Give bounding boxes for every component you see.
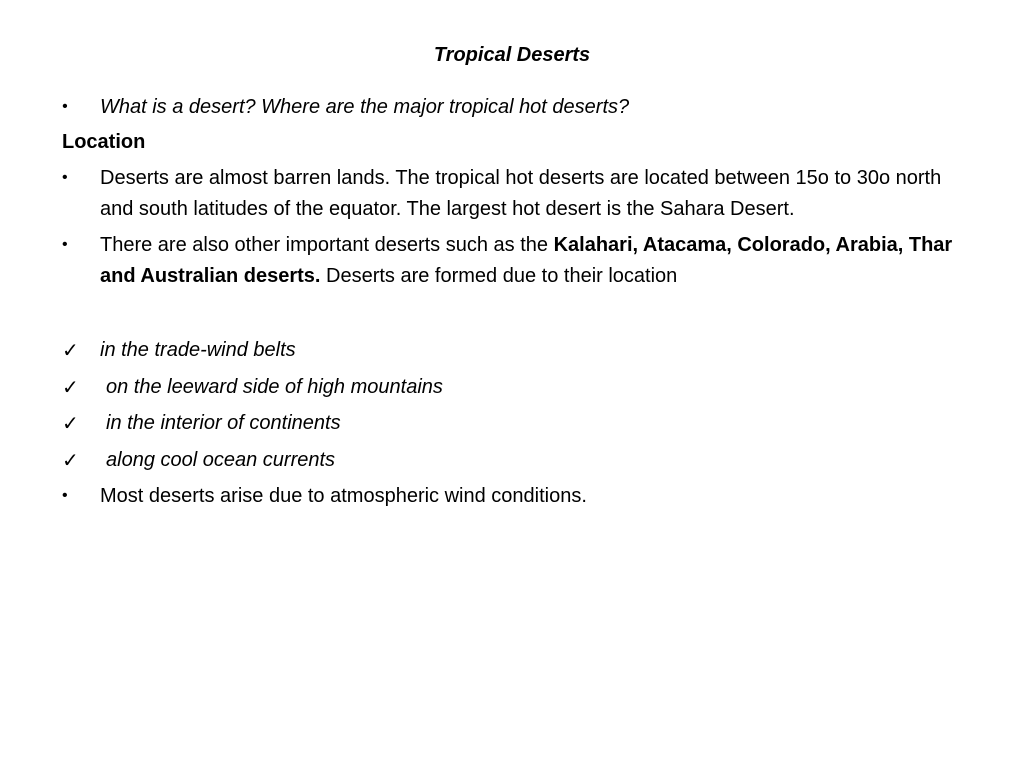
question-bullet <box>62 92 962 123</box>
check-icon: ✓ <box>62 413 79 435</box>
bullet-location <box>62 163 962 224</box>
question-text: What is a desert? Where are the major tropical hot deserts? <box>100 96 630 118</box>
check-icon: ✓ <box>62 340 79 362</box>
slide-title: Tropical Deserts <box>433 44 591 66</box>
check-item-text: in the trade-wind belts <box>100 339 296 361</box>
bullet-icon: • <box>62 236 68 253</box>
bullet-location-text: Deserts are almost barren lands. The tropical hot deserts are located between 15o to 30o north and south latitudes of the equator. The largest hot desert is the Sahara Desert. <box>100 167 942 220</box>
bullet-other-deserts <box>62 230 962 291</box>
bullet-icon: • <box>62 169 68 186</box>
bullet-other-deserts-after: Deserts are formed due to their location <box>320 264 678 287</box>
slide-content <box>62 92 962 512</box>
check-item <box>62 445 962 476</box>
desert-names: Kalahari, Atacama, Colorado, Arabia, Thar and Australian deserts. <box>100 234 953 287</box>
check-item <box>62 408 962 439</box>
check-icon: ✓ <box>62 449 79 472</box>
bullet-other-deserts-before: There are also other important deserts such as the <box>100 234 554 256</box>
bullet-wind-conditions-text: Most deserts arise due to atmospheric wind conditions. <box>100 485 587 507</box>
bullet-icon: • <box>62 98 68 115</box>
check-icon: ✓ <box>62 376 79 399</box>
section-heading: Location <box>62 130 146 153</box>
bullet-wind-conditions <box>62 481 962 512</box>
check-item-text: in the interior of continents <box>106 412 341 434</box>
check-item-text: on the leeward side of high mountains <box>106 375 443 398</box>
check-item-text: along cool ocean currents <box>106 448 336 471</box>
check-item <box>62 372 962 403</box>
check-item <box>62 335 962 366</box>
bullet-icon: • <box>62 487 68 504</box>
